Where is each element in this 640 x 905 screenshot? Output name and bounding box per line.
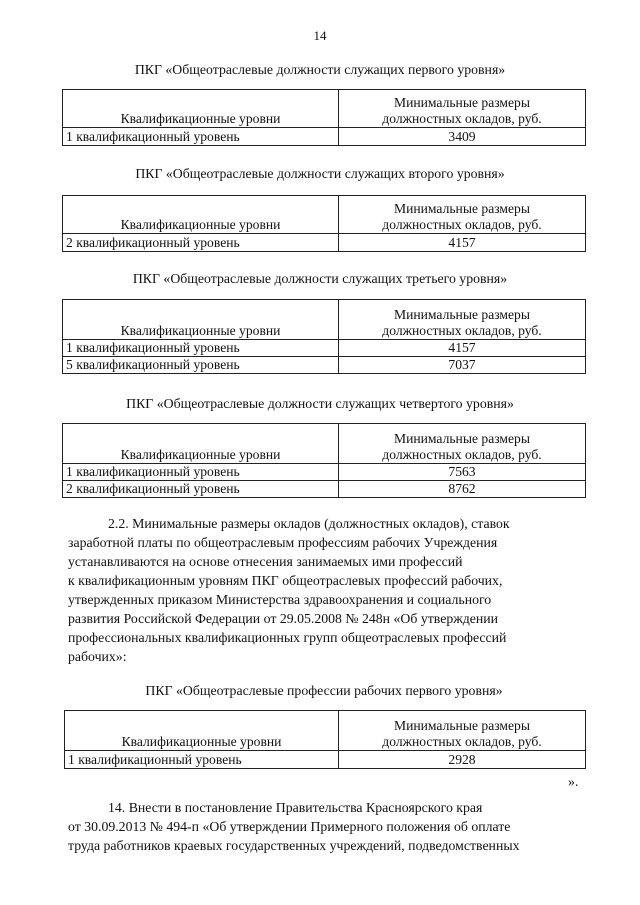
header-min-salary-line1: Минимальные размеры (394, 94, 530, 110)
salary-table (62, 423, 586, 498)
table-row (65, 751, 586, 769)
salary-table (62, 89, 586, 146)
header-min-salary-line2: должностных окладов, руб. (382, 446, 542, 462)
qualification-level: 1 квалификационный уровень (65, 751, 339, 769)
section-title: ПКГ «Общеотраслевые должности служащих второго уровня» (135, 166, 505, 181)
header-min-salary (339, 300, 586, 340)
header-qualification-levels: Квалификационные уровни (65, 711, 339, 751)
salary-value: 7563 (339, 464, 586, 481)
salary-value: 3409 (339, 128, 586, 146)
header-min-salary-line2: должностных окладов, руб. (382, 733, 542, 749)
salary-value: 4157 (339, 234, 586, 252)
header-min-salary-line2: должностных окладов, руб. (382, 322, 542, 338)
header-qualification-levels: Квалификационные уровни (63, 90, 339, 128)
header-min-salary (339, 196, 586, 234)
salary-table (62, 299, 586, 374)
paragraph-line: к квалификационным уровням ПКГ общеотраслевых профессий рабочих, (68, 573, 503, 588)
paragraph-line: 2.2. Минимальные размеры окладов (должностных окладов), ставок (108, 516, 510, 531)
salary-value: 2928 (339, 751, 586, 769)
qualification-level: 2 квалификационный уровень (63, 481, 339, 498)
header-min-salary-line2: должностных окладов, руб. (382, 216, 542, 232)
header-min-salary-line1: Минимальные размеры (394, 306, 530, 322)
table-row (63, 234, 586, 252)
header-min-salary-line1: Минимальные размеры (394, 717, 530, 733)
header-qualification-levels: Квалификационные уровни (63, 300, 339, 340)
paragraph-line: утвержденных приказом Министерства здравоохранения и социального (68, 592, 492, 607)
qualification-level: 1 квалификационный уровень (63, 128, 339, 146)
salary-table (64, 710, 586, 769)
table-row (63, 481, 586, 498)
paragraph-line: заработной платы по общеотраслевым профессиям рабочих Учреждения (68, 535, 498, 550)
paragraph-2-2 (68, 514, 584, 666)
salary-table (62, 195, 586, 252)
section-title: ПКГ «Общеотраслевые должности служащих третьего уровня» (132, 271, 508, 286)
qualification-level: 2 квалификационный уровень (63, 234, 339, 252)
qualification-level: 1 квалификационный уровень (63, 340, 339, 357)
paragraph-14 (68, 798, 584, 855)
paragraph-line: устанавливаются на основе отнесения занимаемых ими профессий (68, 554, 463, 569)
header-min-salary (339, 711, 586, 751)
closing-quote: ». (568, 774, 579, 789)
salary-value: 7037 (339, 357, 586, 374)
table-row (63, 340, 586, 357)
paragraph-line: рабочих»: (68, 649, 127, 664)
header-min-salary-line2: должностных окладов, руб. (382, 110, 542, 126)
header-min-salary-line1: Минимальные размеры (394, 200, 530, 216)
table-row (63, 357, 586, 374)
header-qualification-levels: Квалификационные уровни (63, 424, 339, 464)
qualification-level: 5 квалификационный уровень (63, 357, 339, 374)
header-qualification-levels: Квалификационные уровни (63, 196, 339, 234)
section-title: ПКГ «Общеотраслевые профессии рабочих первого уровня» (145, 683, 503, 698)
section-title: ПКГ «Общеотраслевые должности служащих первого уровня» (134, 62, 506, 77)
salary-value: 8762 (339, 481, 586, 498)
table-row (63, 464, 586, 481)
page-number: 14 (313, 28, 327, 43)
salary-value: 4157 (339, 340, 586, 357)
table-row (63, 128, 586, 146)
paragraph-line: от 30.09.2013 № 494-п «Об утверждении Примерного положения об оплате (68, 819, 511, 834)
header-min-salary (339, 90, 586, 128)
header-min-salary (339, 424, 586, 464)
paragraph-line: профессиональных квалификационных групп общеотраслевых профессий (68, 630, 507, 645)
qualification-level: 1 квалификационный уровень (63, 464, 339, 481)
paragraph-line: развития Российской Федерации от 29.05.2008 № 248н «Об утверждении (68, 611, 499, 626)
paragraph-line: 14. Внести в постановление Правительства Красноярского края (108, 800, 483, 815)
paragraph-line: труда работников краевых государственных учреждений, подведомственных (68, 838, 520, 853)
section-title: ПКГ «Общеотраслевые должности служащих четвертого уровня» (126, 396, 514, 411)
header-min-salary-line1: Минимальные размеры (394, 430, 530, 446)
